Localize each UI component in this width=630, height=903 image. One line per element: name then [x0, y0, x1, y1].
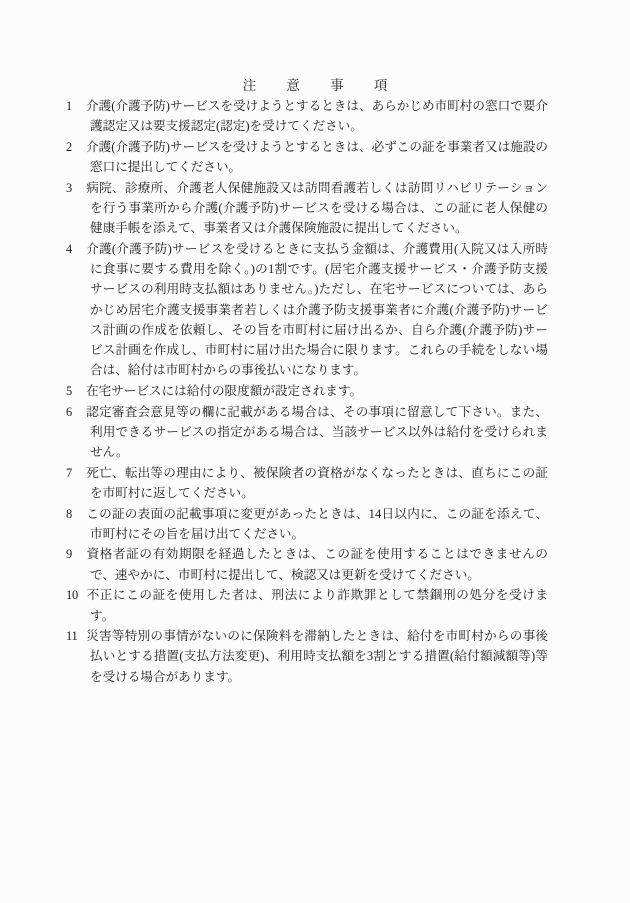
list-item	[66, 96, 548, 136]
list-item-text: 介護(介護予防)サービスを受けようとするときは、あらかじめ市町村の窓口で要介護認定又は要支援認定(認定)を受けてください。	[86, 99, 548, 134]
list-item-number: 9	[66, 547, 73, 562]
list-item-text: 死亡、転出等の理由により、被保険者の資格がなくなったときは、直ちにこの証を市町村に返してください。	[86, 465, 548, 500]
page-title: 注 意 事 項	[242, 78, 396, 93]
list-item-number: 7	[66, 465, 73, 480]
list-item	[66, 585, 548, 625]
list-item-number: 1	[66, 99, 73, 113]
notice-list	[66, 96, 548, 687]
list-item	[66, 504, 548, 544]
list-item-text: 病院、診療所、介護老人保健施設又は訪問看護若しくは訪問リハビリテーションを行う事業所から介護(介護予防)サービスを受ける場合は、この証に老人保健の健康手帳を添えて、事業者又は介護保険施設に提出してください。	[86, 180, 548, 236]
list-item	[66, 544, 548, 584]
list-item	[66, 178, 548, 239]
list-item	[66, 402, 548, 463]
list-item-number: 2	[66, 139, 73, 154]
list-item-number: 6	[66, 404, 73, 419]
list-item-text: 介護(介護予防)サービスを受けようとするときは、必ずこの証を事業者又は施設の窓口に提出してください。	[86, 139, 548, 175]
list-item-text: 不正にこの証を使用した者は、刑法により詐欺罪として禁錮刑の処分を受けます。	[86, 588, 548, 623]
list-item-number: 10	[66, 588, 78, 603]
list-item	[66, 239, 548, 380]
list-item-text: 認定審査会意見等の欄に記載がある場合は、その事項に留意して下さい。また、利用できるサービスの指定がある場合は、当該サービス以外は給付を受けられません。	[86, 404, 548, 459]
list-item-number: 11	[66, 629, 78, 644]
list-item-text: 災害等特別の事情がないのに保険料を滞納したときは、給付を市町村からの事後払いとする措置(支払方法変更)、利用時支払額を3割とする措置(給付額減額等)等を受ける場合があります。	[86, 629, 548, 684]
list-item-number: 8	[66, 506, 73, 521]
list-item	[66, 137, 548, 177]
list-item	[66, 463, 548, 503]
list-item-text: 介護(介護予防)サービスを受けるときに支払う金額は、介護費用(入院又は入所時に食事に要する費用を除く。)の1割です。(居宅介護支援サービス・介護予防支援サービスの利用時支払額はありません。)ただし、在宅サービスについては、あらかじめ居宅介護支援事業者若しくは介護予防支援事業者に介護(介護予防)サービス計画の作成を依頼し、その旨を市町村に届け出るか、自ら介護(介護予防)サービス計画を作成し、市町村に届け出た場合に限ります。これらの手続をしない場合は、給付は市町村からの事後払いになります。	[86, 241, 548, 378]
list-item-number: 5	[66, 383, 73, 398]
list-item-number: 4	[66, 241, 73, 256]
list-item	[66, 381, 548, 401]
list-item-text: 在宅サービスには給付の限度額が設定されます。	[86, 383, 363, 398]
list-item-text: 資格者証の有効期限を経過したときは、この証を使用することはできませんので、速やかに、市町村に提出して、検認又は更新を受けてください。	[86, 547, 549, 582]
list-item-number: 3	[66, 180, 73, 195]
list-item	[66, 626, 548, 687]
list-item-text: この証の表面の記載事項に変更があったときは、14日以内に、この証を添えて、市町村にその旨を届け出てください。	[86, 506, 548, 541]
